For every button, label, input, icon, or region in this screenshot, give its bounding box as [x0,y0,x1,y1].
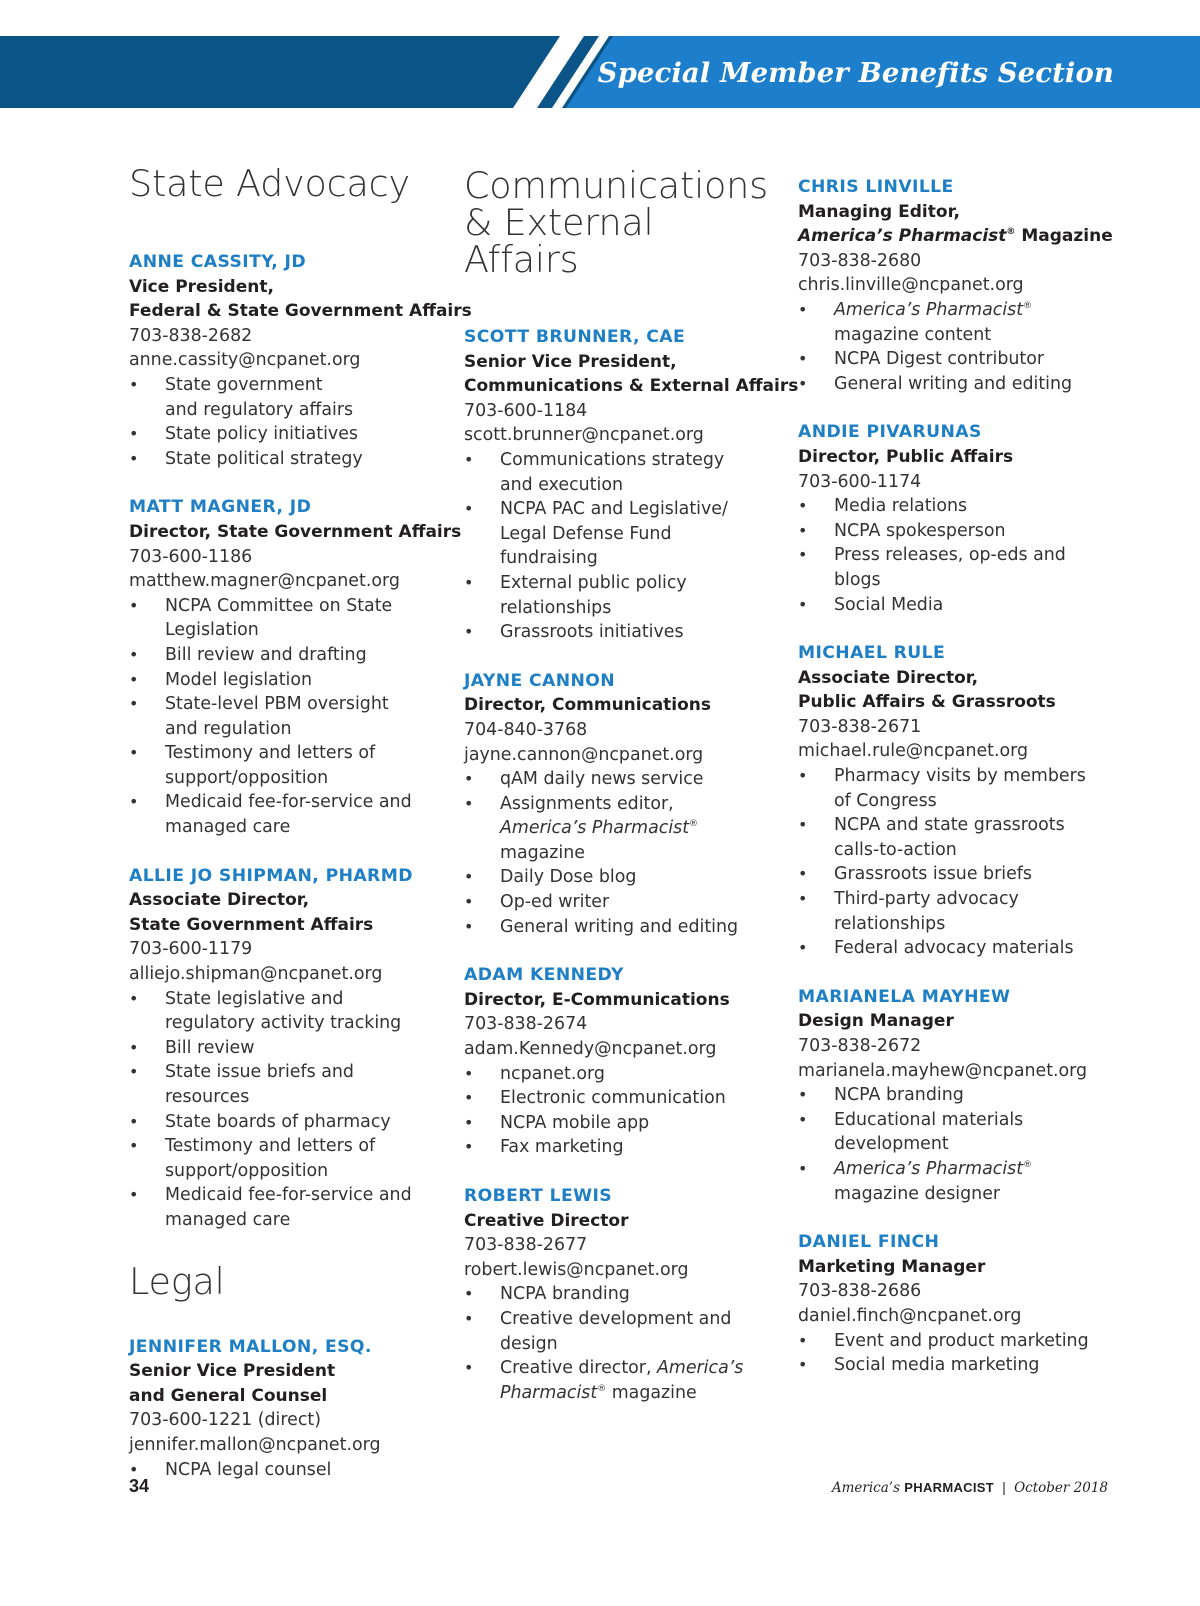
list-item: • Testimony and letters of support/opposition [129,741,449,790]
contact-title: Vice President, [129,276,274,297]
contact-title: and General Counsel [129,1385,328,1406]
contact-title: Associate Director, [798,667,979,688]
section-heading-communications: Communications & External Affairs [464,164,768,281]
contact-card [129,1335,449,1483]
responsibility-list [798,1329,1123,1378]
responsibility-list [129,987,449,1233]
contact-title: America’s Pharmacist® Magazine [798,226,1113,247]
list-item: • qAM daily news service [464,767,789,792]
list-item: • Fax marketing [464,1135,789,1160]
responsibility-list [798,494,1123,617]
contact-title: Senior Vice President, [464,351,677,372]
contact-phone: 703-838-2671 [798,716,922,737]
list-item: • NCPA mobile app [464,1111,789,1136]
list-item: • Social media marketing [798,1353,1123,1378]
contact-title: Director, E-Communications [464,989,730,1010]
contact-card [798,175,1123,396]
contact-phone: 703-838-2680 [798,250,922,271]
responsibility-list [798,764,1123,961]
list-item: • Medicaid fee-for-service and managed care [129,1183,449,1232]
list-item: • Grassroots issue briefs [798,862,1123,887]
list-item: • NCPA legal counsel [129,1458,449,1483]
section-heading-state-advocacy: State Advocacy [129,162,410,205]
contact-phone: 704-840-3768 [464,719,588,740]
contact-phone: 703-600-1221 (direct) [129,1410,322,1431]
list-item: • General writing and editing [464,915,789,940]
list-item: • NCPA PAC and Legislative/ Legal Defense Fund fundraising [464,497,789,571]
publication-prefix: America’s [831,1480,900,1496]
contact-card [798,641,1123,961]
responsibility-list [129,373,449,471]
list-item: • State boards of pharmacy [129,1110,449,1135]
contact-name: MICHAEL RULE [798,643,946,664]
list-item: • State government and regulatory affairs [129,373,449,422]
contact-card [798,985,1123,1206]
responsibility-list [464,767,789,939]
list-item: • ncpanet.org [464,1062,789,1087]
contact-email: jayne.cannon@ncpanet.org [464,744,704,765]
contact-name: CHRIS LINVILLE [798,177,954,197]
list-item: • State issue briefs and resources [129,1060,449,1109]
contact-title: State Government Affairs [129,914,374,935]
contact-title: Creative Director [464,1210,629,1231]
list-item: • Daily Dose blog [464,865,789,890]
contact-phone: 703-600-1186 [129,546,253,567]
contact-card [464,963,789,1160]
contact-title: Design Manager [798,1011,954,1032]
contact-phone: 703-838-2682 [129,325,253,346]
list-item: • Bill review [129,1036,449,1061]
list-item: • NCPA spokesperson [798,519,1123,544]
contact-phone: 703-600-1179 [129,939,253,960]
contact-email: matthew.magner@ncpanet.org [129,571,400,592]
list-item: • State-level PBM oversight and regulation [129,692,449,741]
contact-phone: 703-838-2686 [798,1281,922,1302]
list-item: • State political strategy [129,447,449,472]
responsibility-list [798,1083,1123,1206]
list-item: • Op-ed writer [464,890,789,915]
list-item: • Testimony and letters of support/opposition [129,1134,449,1183]
contact-title: Federal & State Government Affairs [129,301,472,322]
contact-title: Director, Public Affairs [798,446,1014,467]
list-item: • America’s Pharmacist® magazine designer [798,1157,1123,1206]
list-item: • NCPA and state grassroots calls-to-action [798,813,1123,862]
column-communications-continued [798,163,1123,1402]
contact-phone: 703-600-1184 [464,400,588,421]
list-item: • Grassroots initiatives [464,620,789,645]
contact-name: ROBERT LEWIS [464,1186,613,1206]
list-item: • General writing and editing [798,372,1123,397]
contact-name: JENNIFER MALLON, ESQ. [129,1336,372,1357]
contact-card [129,250,472,471]
contact-title: Director, State Government Affairs [129,521,462,542]
publication-footer [832,1480,1108,1496]
contact-card [464,1184,789,1405]
column-communications [464,163,799,1429]
contact-email: scott.brunner@ncpanet.org [464,425,704,446]
contact-phone: 703-838-2672 [798,1036,922,1056]
contact-title: Associate Director, [129,890,310,911]
footer-separator: | [1002,1480,1006,1495]
contact-email: jennifer.mallon@ncpanet.org [129,1434,381,1455]
contact-title: Public Affairs & Grassroots [798,692,1056,713]
responsibility-list [129,1458,449,1483]
list-item: • Pharmacy visits by members of Congress [798,764,1123,813]
contact-name: JAYNE CANNON [464,670,616,691]
contact-name: ADAM KENNEDY [464,965,624,986]
list-item: • NCPA branding [798,1083,1123,1108]
responsibility-list [129,594,449,840]
section-banner [0,36,1200,108]
list-item: • NCPA branding [464,1282,789,1307]
list-item: • External public policy relationships [464,571,789,620]
page-number: 34 [129,1476,150,1496]
contact-phone: 703-838-2677 [464,1235,588,1256]
contact-name: MATT MAGNER, JD [129,497,312,518]
list-item: • Educational materials development [798,1108,1123,1157]
contact-email: michael.rule@ncpanet.org [798,741,1029,762]
contact-email: chris.linville@ncpanet.org [798,275,1024,296]
responsibility-list [464,448,789,645]
banner-title: Special Member Benefits Section [597,57,1114,89]
contact-email: daniel.finch@ncpanet.org [798,1305,1022,1326]
list-item: • Medicaid fee-for-service and managed care [129,790,449,839]
list-item: • Creative development and design [464,1307,789,1356]
list-item: • State policy initiatives [129,422,449,447]
publication-name: PHARMACIST [904,1480,994,1495]
responsibility-list [464,1062,789,1160]
list-item: • Bill review and drafting [129,643,449,668]
contact-email: marianela.mayhew@ncpanet.org [798,1060,1088,1081]
list-item: • Social Media [798,593,1123,618]
list-item: • Communications strategy and execution [464,448,789,497]
section-heading-legal: Legal [129,1259,225,1303]
contact-phone: 703-838-2674 [464,1014,588,1035]
contact-title: Managing Editor, [798,201,960,222]
column-state-advocacy [129,162,472,1506]
issue-date: October 2018 [1014,1480,1108,1496]
list-item: • Model legislation [129,668,449,693]
contact-email: anne.cassity@ncpanet.org [129,350,361,371]
contact-card [129,495,462,839]
contact-card [129,864,449,1233]
responsibility-list [464,1282,789,1405]
list-item: • NCPA Committee on State Legislation [129,594,449,643]
list-item: • Assignments editor, America’s Pharmacist® magazine [464,792,789,866]
contact-phone: 703-600-1174 [798,471,922,492]
contact-email: robert.lewis@ncpanet.org [464,1259,689,1280]
contact-title: Director, Communications [464,695,712,716]
list-item: • Electronic communication [464,1086,789,1111]
contact-name: ANDIE PIVARUNAS [798,422,982,443]
list-item: • NCPA Digest contributor [798,347,1123,372]
contact-name: ALLIE JO SHIPMAN, PHARMD [129,865,413,886]
list-item: • America’s Pharmacist® magazine content [798,298,1123,347]
list-item: • Creative director, America’s Pharmacist® magazine [464,1356,789,1405]
list-item: • Event and product marketing [798,1329,1123,1354]
contact-name: DANIEL FINCH [798,1232,940,1253]
contact-name: MARIANELA MAYHEW [798,986,1011,1007]
list-item: • Federal advocacy materials [798,936,1123,961]
contact-name: ANNE CASSITY, JD [129,252,306,272]
list-item: • Media relations [798,494,1123,519]
list-item: • Third-party advocacy relationships [798,887,1123,936]
contact-card [464,669,789,940]
contact-title: Marketing Manager [798,1256,986,1277]
contact-email: alliejo.shipman@ncpanet.org [129,964,383,985]
contact-card [798,1230,1123,1378]
contact-card [798,420,1123,617]
contact-title: Senior Vice President [129,1361,336,1382]
contact-title: Communications & External Affairs [464,376,799,397]
contact-name: SCOTT BRUNNER, CAE [464,327,686,347]
contact-email: adam.Kennedy@ncpanet.org [464,1039,717,1060]
list-item: • Press releases, op-eds and blogs [798,543,1123,592]
contact-card [464,325,799,645]
responsibility-list [798,298,1123,396]
list-item: • State legislative and regulatory activity tracking [129,987,449,1036]
